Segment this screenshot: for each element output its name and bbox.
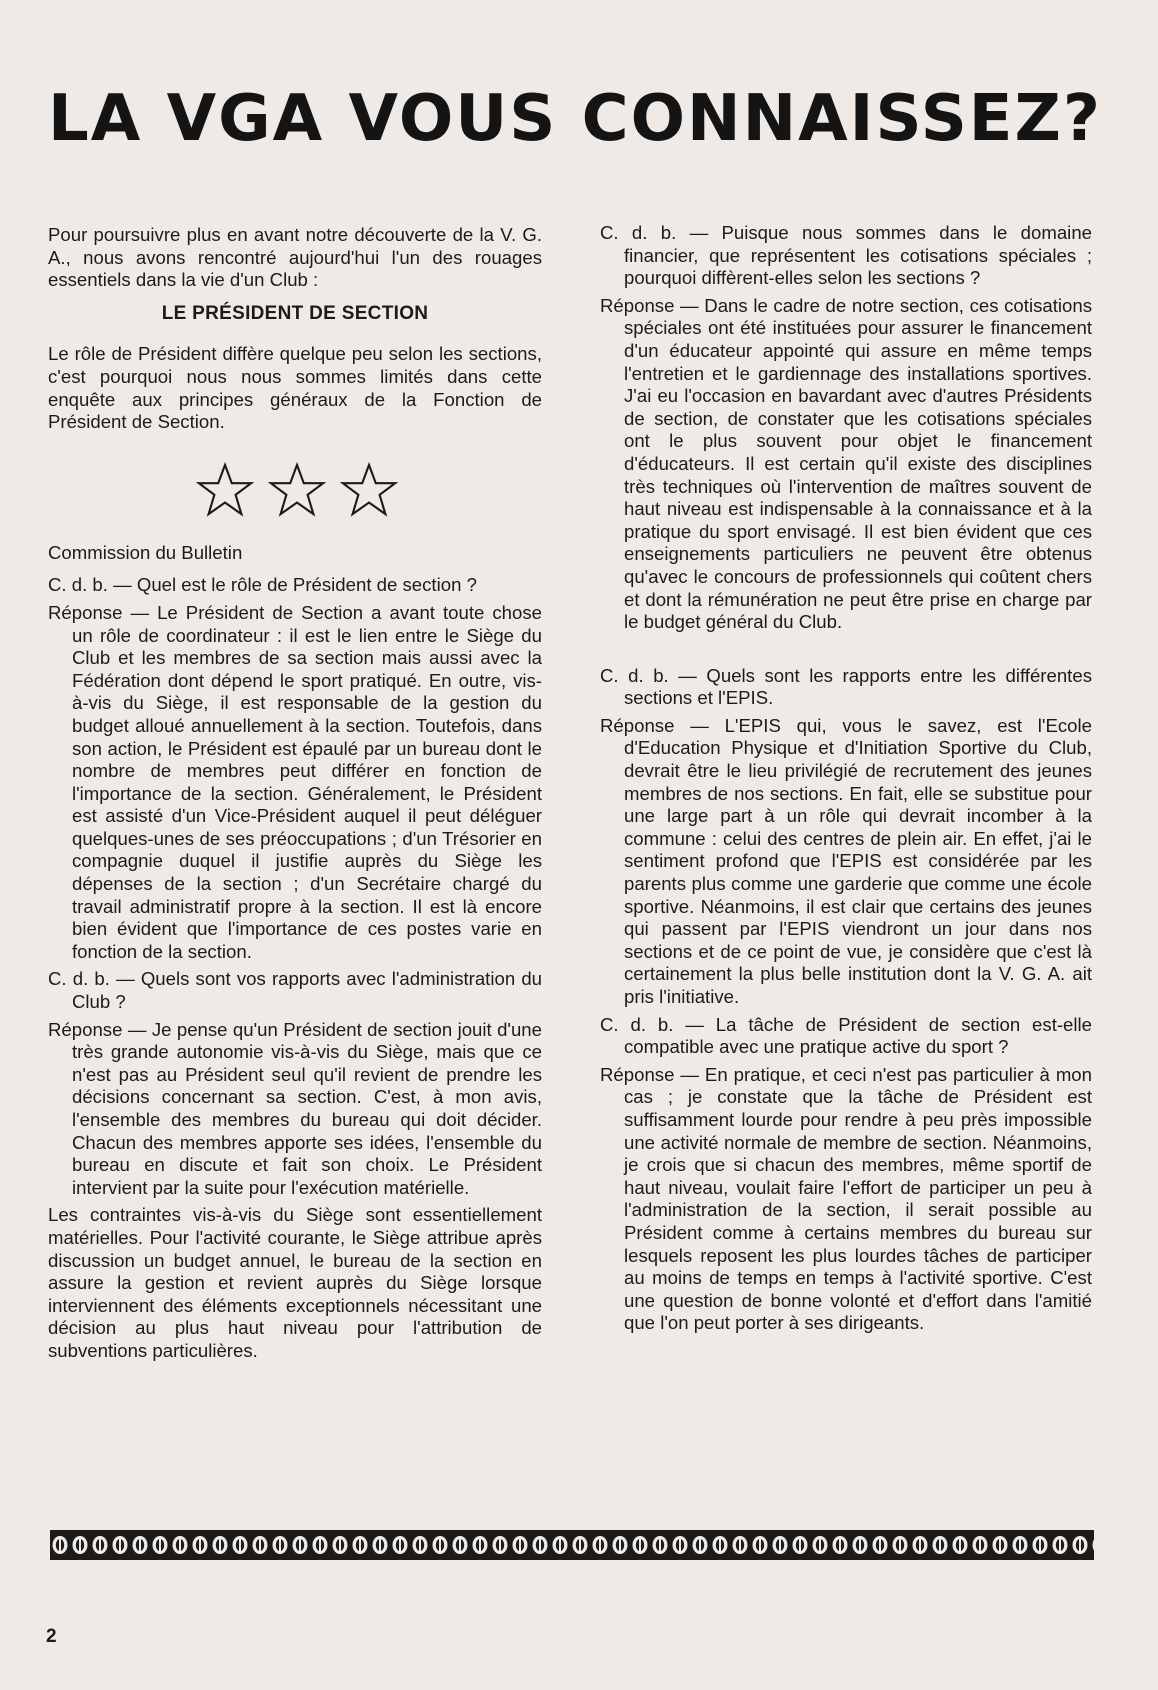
answer-5: Réponse — En pratique, et ceci n'est pas particulier à mon cas ; je constate que la tâche de Président est suffisamment lourde pour rendre à peu près impossible une activité normale de membre de section. Néanmoins, je crois que si chacun des membres, même sportif de haut niveau, voulait faire l'effort de participer un peu à l'administration de la section, il serait possible au Président comme à certains membres du bureau sur lesquels reposent les plus lourdes tâches de participer au moins de temps en temps à l'activité sportive. C'est une question de bonne volonté et d'effort dans l'amitié que l'on peut porter à ses dirigeants. (600, 1063, 1092, 1334)
question-4: C. d. b. — Quels sont les rapports entre les différentes sections et l'EPIS. (600, 664, 1092, 709)
question-1: C. d. b. — Quel est le rôle de Président de section ? (48, 574, 477, 596)
decorative-border (50, 1530, 1094, 1560)
star-icon (196, 462, 254, 518)
question-2: C. d. b. — Quels sont vos rapports avec l'administration du Club ? (48, 968, 542, 1013)
page-title: LA VGA VOUS CONNAISSEZ? (48, 82, 1103, 156)
stars-divider (196, 462, 542, 518)
commission-label: Commission du Bulletin (48, 541, 243, 563)
star-icon (340, 462, 398, 518)
star-icon (268, 462, 326, 518)
question-5: C. d. b. — La tâche de Président de section est-elle compatible avec une pratique active du sport ? (600, 1013, 1092, 1058)
question-3: C. d. b. — Puisque nous sommes dans le domaine financier, que représentent les cotisations spéciales ; pourquoi diffèrent-elles selon les sections ? (600, 222, 1092, 289)
answer-2-continued: Les contraintes vis-à-vis du Siège sont essentiellement matérielles. Pour l'activité courante, le Siège attribue après discussion un budget annuel, le bureau de la section en assure la gestion et revient auprès du Siège lorsque interviennent des éléments exceptionnels nécessitant une décision au plus haut niveau pour l'attribution de subventions particulières. (48, 1204, 542, 1361)
section-heading: LE PRÉSIDENT DE SECTION (161, 302, 429, 324)
answer-3: Réponse — Dans le cadre de notre section, ces cotisations spéciales ont été instituées pour assurer le financement d'un éducateur appointé qui assure en même temps l'entretien et le gardiennage des installations sportives. J'ai eu l'occasion en bavardant avec d'autres Présidents de section, de constater que les cotisations spéciales ont le plus souvent pour objet le financement d'éducateurs. Il est certain qu'il existe des disciplines très techniques où l'intervention de maîtres souvent de haut niveau est indispensable à la connaissance et à la pratique du sport envisagé. Il est bien évident que ces enseignements particuliers ne peuvent être obtenus qu'avec le concours de professionnels qui coûtent chers et dont la rémunération ne peut être prise en charge par le budget général du Club. (600, 294, 1092, 633)
answer-1: Réponse — Le Président de Section a avant toute chose un rôle de coordinateur : il est le lien entre le Siège du Club et les membres de sa section mais aussi avec la Fédération dont dépend le sport pratiqué. En outre, vis-à-vis du Siège, il est responsable de la gestion du budget alloué annuellement à la section. Toutefois, dans son action, le Président est épaulé par un bureau dont le nombre de membres peut différer en fonction de l'importance de la section. Généralement, le Président est assisté d'un Vice-Président auquel il peut déléguer quelques-unes de ses préoccupations ; d'un Trésorier en compagnie duquel il justifie auprès du Siège les dépenses de la section ; d'un Secrétaire chargé du travail administratif propre à la section. Il est là encore bien évident que l'importance de ces postes varie en fonction de la section. (48, 601, 542, 962)
right-column (600, 222, 1092, 1340)
page-number: 2 (46, 1626, 57, 1647)
left-column (48, 224, 542, 1363)
role-paragraph: Le rôle de Président diffère quelque peu selon les sections, c'est pourquoi nous nous sommes limités dans cette enquête aux principes généraux de la Fonction de Président de Section. (48, 343, 542, 433)
answer-4: Réponse — L'EPIS qui, vous le savez, est l'Ecole d'Education Physique et d'Initiation Sportive du Club, devrait être le lieu privilégié de recrutement des jeunes membres de nos sections. En fait, elle se substitue pour une large part à un rôle qui devrait incomber à la commune : celui des centres de plein air. En effet, j'ai le sentiment profond que l'EPIS est considérée par les parents plus comme une garderie que comme une école sportive. Néanmoins, il est clair que certains des jeunes qui passent par l'EPIS viendront un jour dans nos sections et de ce point de vue, je considère que c'est là certainement la plus belle institution dont la V. G. A. ait pris l'initiative. (600, 714, 1092, 1007)
answer-2: Réponse — Je pense qu'un Président de section jouit d'une très grande autonomie vis-à-vis du Siège, mais que ce n'est pas au Président seul qu'il revient de prendre les décisions concernant sa section. C'est, à mon avis, l'ensemble des membres du bureau qui doit décider. Chacun des membres apporte ses idées, l'ensemble du bureau en discute et fait son choix. Le Président intervient par la suite pour l'exécution matérielle. (48, 1018, 542, 1198)
intro-paragraph: Pour poursuivre plus en avant notre découverte de la V. G. A., nous avons rencontré aujourd'hui l'un des rouages essentiels dans la vie d'un Club : (48, 224, 542, 291)
